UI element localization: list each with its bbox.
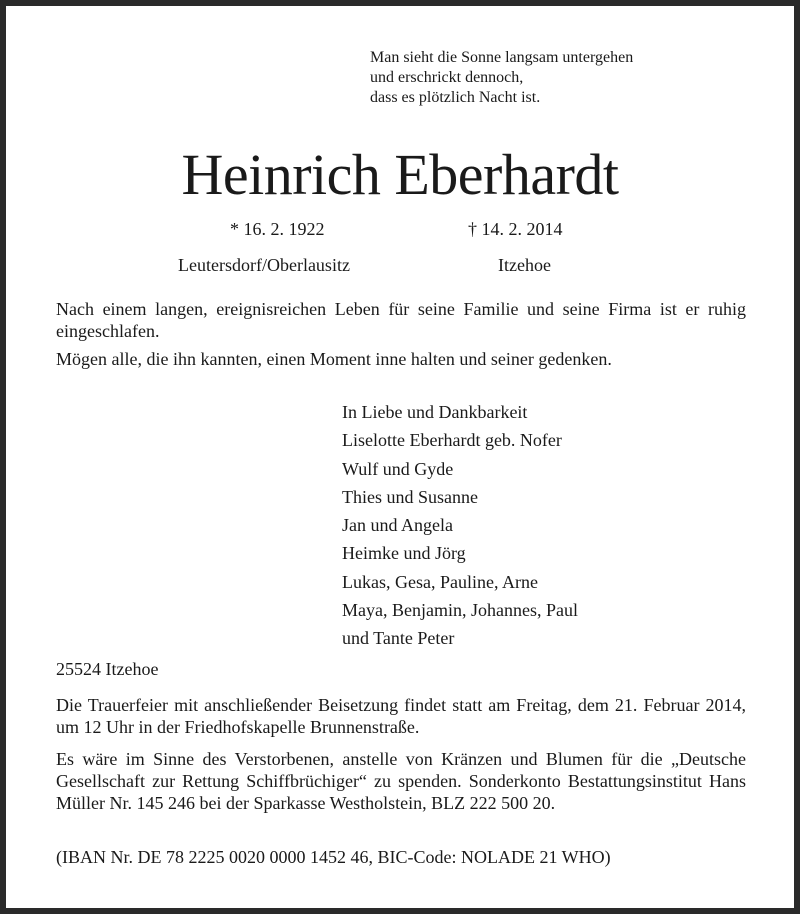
mourner-line: Jan und Angela — [342, 515, 453, 536]
mourner-line: Lukas, Gesa, Pauline, Arne — [342, 571, 538, 592]
death-date: † 14. 2. 2014 — [468, 219, 563, 239]
bank-details: (IBAN Nr. DE 78 2225 0020 0000 1452 46, BIC-Code: NOLADE 21 WHO) — [56, 847, 611, 867]
mourners-list — [342, 398, 578, 653]
mourner-line: Thies und Susanne — [342, 486, 478, 507]
mourner-line: Wulf und Gyde — [342, 458, 454, 479]
motto-line: Man sieht die Sonne langsam untergehen — [370, 49, 634, 66]
mourner-line: In Liebe und Dankbarkeit — [342, 402, 528, 422]
mourner-line: Heimke und Jörg — [342, 543, 466, 564]
motto-line: und erschrickt dennoch, — [370, 69, 524, 86]
family-address: 25524 Itzehoe — [56, 659, 159, 679]
mourner-line: und Tante Peter — [342, 628, 455, 649]
donation-paragraph: Es wäre im Sinne des Verstorbenen, anstelle von Kränzen und Blumen für die „Deutsche Gesellschaft zur Rettung Schiffbrüchiger“ zu spenden. Sonderkonto Bestattungsinstitut Hans Müller Nr. 145 246 bei der Sparkasse Westholstein, BLZ 222 500 20. — [56, 749, 746, 813]
deceased-name: Heinrich Eberhardt — [181, 142, 619, 207]
motto-verse — [370, 48, 633, 108]
mourner-line: Liselotte Eberhardt geb. Nofer — [342, 430, 562, 451]
funeral-paragraph: Die Trauerfeier mit anschließender Beisetzung findet statt am Freitag, dem 21. Februar 2014, um 12 Uhr in der Friedhofskapelle Brunnenstraße. — [56, 695, 746, 737]
remember-paragraph: Mögen alle, die ihn kannten, einen Moment inne halten und seiner gedenken. — [56, 349, 612, 369]
intro-paragraph: Nach einem langen, ereignisreichen Leben für seine Familie und seine Firma ist er ruhig eingeschlafen. — [56, 299, 746, 341]
mourner-line: Maya, Benjamin, Johannes, Paul — [342, 600, 578, 621]
death-place: Itzehoe — [498, 255, 551, 275]
motto-line: dass es plötzlich Nacht ist. — [370, 89, 541, 106]
birth-date: * 16. 2. 1922 — [230, 219, 325, 239]
birth-place: Leutersdorf/Oberlausitz — [178, 255, 350, 275]
